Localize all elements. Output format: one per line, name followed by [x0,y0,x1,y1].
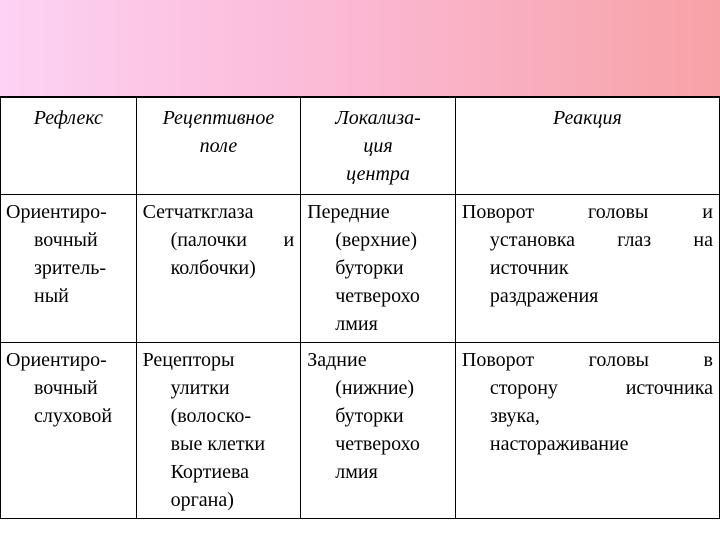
cell-center-location [301,343,456,519]
table-header-row [1,97,720,195]
header-line: Реакция [553,107,622,129]
cell-line: вые клетки [170,433,266,455]
cell-line: Сетчаткглаза [142,201,254,223]
reflex-table [0,96,720,519]
header-reaction [455,97,719,195]
cell-line: органа) [170,489,234,511]
cell-line: четверохо [335,433,420,455]
cell-line: источник [489,257,569,279]
cell-line: Рецепторы [142,349,235,371]
cell-line: настораживание [489,433,629,455]
cell-line: (волоско- [170,405,251,427]
cell-line: раздражения [489,285,599,307]
cell-line: Поворот головы в [461,349,713,371]
header-line: Рефлекс [33,107,103,129]
table-row [1,343,720,519]
cell-receptive-field [136,195,301,343]
cell-reflex [1,343,137,519]
cell-line: четверохо [335,285,420,307]
cell-line: слуховой [34,405,113,427]
table-row [1,195,720,343]
header-line: Рецептивное [162,107,275,129]
cell-line: Задние [307,349,367,371]
cell-line: буторки [335,257,404,279]
cell-line: Кортиева [170,461,250,483]
cell-line: Ориентиро- [6,349,107,371]
cell-line: (нижние) [335,377,415,399]
cell-reflex [1,195,137,343]
cell-line: Ориентиро- [6,201,107,223]
cell-line: зритель- [34,257,106,279]
cell-line: Передние [307,201,390,223]
header-receptive-field [136,97,301,195]
cell-line: улитки [170,377,230,399]
cell-reaction [455,343,719,519]
cell-line: лмия [335,461,378,483]
cell-center-location [301,195,456,343]
cell-line: вочный [34,229,98,251]
header-line: центра [346,163,410,185]
header-line: ция [363,135,393,157]
cell-reaction [455,195,719,343]
header-line: поле [199,135,238,157]
cell-line: сторону источника [489,377,713,399]
cell-line: Поворот головы и [461,201,713,223]
cell-line: установка глаз на [489,229,713,251]
cell-line: буторки [335,405,404,427]
cell-line: звука, [489,405,540,427]
cell-line: колбочки) [170,257,256,279]
cell-line: лмия [335,313,378,335]
cell-line: вочный [34,377,98,399]
title-banner [0,0,720,96]
cell-line: (верхние) [335,229,418,251]
header-reflex [1,97,137,195]
cell-line: ный [34,285,69,307]
header-line: Локализа- [335,107,421,129]
cell-line: (палочки и [170,229,295,251]
cell-receptive-field [136,343,301,519]
header-center-location [301,97,456,195]
